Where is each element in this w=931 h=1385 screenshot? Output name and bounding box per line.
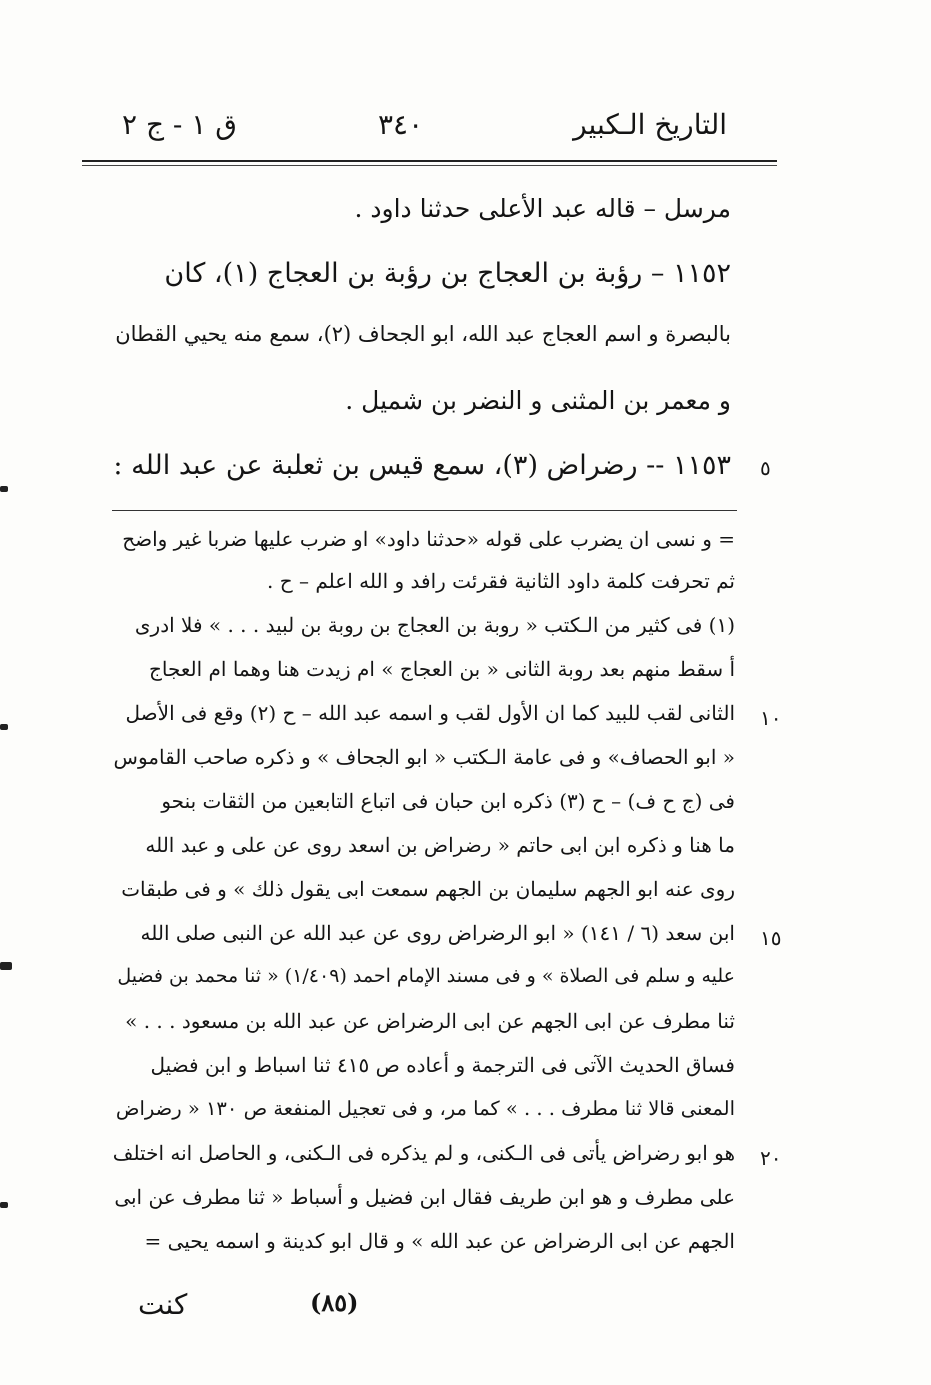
- note-line: (١) فى كثير من الـكتب « روبة بن العجاج بن روبة بن لبيد . . . » فلا ادرى: [134, 613, 735, 637]
- running-title: التاريخ الـكبير: [573, 108, 727, 141]
- note-line: = و نسى ان يضرب على قوله «حدثنا داود» او ضرب عليها ضربا غير واضح: [122, 527, 735, 551]
- signature-mark: (٨٥): [310, 1288, 359, 1317]
- catchword: كنت: [138, 1288, 188, 1321]
- line-number-20: ٢٠: [760, 1146, 782, 1170]
- note-line: « ابو الحصاف» و فى عامة الـكتب « ابو الجحاف » و ذكره صاحب القاموس: [113, 745, 735, 769]
- note-line: ثم تحرفت كلمة داود الثانية فقرئت رافد و الله اعلم – ح .: [267, 569, 735, 593]
- note-line: فى (ج ح ف) – ح (٣) ذكره ابن حبان فى اتباع التابعين من الثقات بنحو: [161, 789, 735, 813]
- line-number-5: ٥: [760, 456, 771, 480]
- line-number-10: ١٠: [760, 706, 782, 730]
- footnote-rule: [112, 510, 737, 511]
- body-line-1: مرسل – قاله عبد الأعلى حدثنا داود .: [354, 194, 731, 223]
- body-line-4: و معمر بن المثنى و النضر بن شميل .: [345, 386, 731, 415]
- line-number-15: ١٥: [760, 926, 782, 950]
- note-line: المعنى قالا ثنا مطرف . . . » كما مر، و فى تعجيل المنفعة ص ١٣٠ « رضراض: [115, 1097, 735, 1120]
- scan-margin-mark: [0, 486, 8, 492]
- note-line: الجهم عن ابى الرضراض عن عبد الله » و قال ابو كدينة و اسمه يحيى =: [144, 1229, 735, 1253]
- note-line: روى عنه ابو الجهم سليمان بن الجهم سمعت ابى يقول ذلك » و فى طبقات: [121, 877, 735, 901]
- note-line: أ سقط منهم بعد روبة الثانى « بن العجاج » ام زيدت هنا وهما ام العجاج: [148, 657, 735, 681]
- note-line: ما هنا و ذكره ابن ابى حاتم « رضراض بن اسعد روى عن على و عبد الله: [145, 833, 735, 857]
- scan-margin-mark: [0, 962, 12, 970]
- note-line: هو ابو رضراض يأتى فى الـكنى، و لم يذكره فى الـكنى، و الحاصل انه اختلف: [112, 1141, 735, 1165]
- page-number: ٣٤٠: [378, 108, 424, 141]
- header-rule: [82, 160, 777, 162]
- volume-label: ق ١ - ج ٢: [122, 108, 237, 141]
- note-line: فساق الحديث الآتى فى الترجمة و أعاده ص ٤١٥ ثنا اسباط و ابن فضيل: [150, 1053, 735, 1077]
- header-rule-thin: [82, 165, 777, 166]
- entry-1153-heading: ١١٥٣ -- رضراض (٣)، سمع قيس بن ثعلبة عن عبد الله :: [113, 450, 731, 481]
- note-line: عليه و سلم فى الصلاة » و فى مسند الإمام احمد (١/٤٠٩) « ثنا محمد بن فضيل: [117, 965, 735, 987]
- note-line: على مطرف و هو ابن طريف فقال ابن فضيل و أسباط « ثنا مطرف عن ابى: [114, 1185, 735, 1209]
- scan-margin-mark: [0, 1202, 8, 1208]
- note-line: ثنا مطرف عن ابى الجهم عن ابى الرضراض عن عبد الله بن مسعود . . . »: [125, 1009, 735, 1033]
- note-line: ابن سعد (٦ / ١٤١) « ابو الرضراض روى عن عبد الله عن النبى صلى الله: [140, 921, 735, 945]
- note-line: الثانى لقب للبيد كما ان الأول لقب و اسمه عبد الله – ح (٢) وقع فى الأصل: [125, 701, 735, 725]
- scan-margin-mark: [0, 724, 8, 730]
- body-line-3: بالبصرة و اسم العجاج عبد الله، ابو الجحاف (٢)، سمع منه يحيي القطان: [115, 322, 731, 346]
- entry-1152-heading: ١١٥٢ – رؤبة بن العجاج بن رؤبة بن العجاج (١)، كان: [164, 258, 731, 289]
